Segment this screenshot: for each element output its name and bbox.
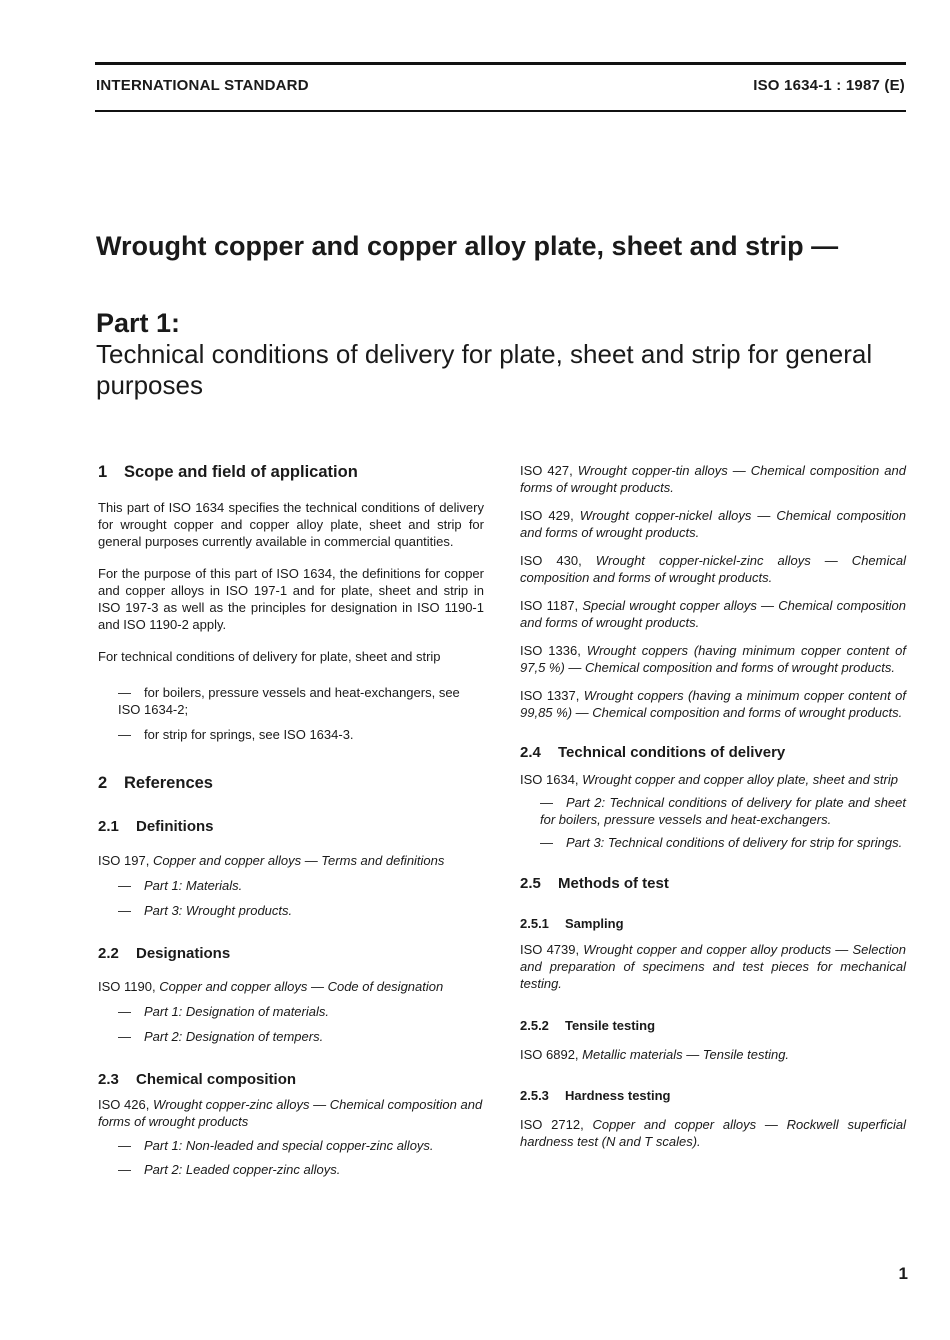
section-number: 2.5.2 [520,1018,549,1033]
section-title: Hardness testing [565,1088,671,1103]
reference-title: Wrought copper-nickel-zinc alloys — Chemical composition and forms of wrought products. [520,553,906,585]
list-item [98,877,484,894]
subsubsection-heading [520,915,906,932]
subsection-heading [98,817,484,836]
list-item-text: for strip for springs, see ISO 1634-3. [144,727,354,742]
section-title: Designations [136,945,231,962]
reference-code: ISO 426, [98,1097,150,1112]
reference-code: ISO 4739, [520,942,580,957]
dash: — [118,1004,131,1019]
section-title: Methods of test [558,875,669,892]
list-item-text: Part 1: Designation of materials. [144,1004,329,1019]
reference-code: ISO 2712, [520,1117,584,1132]
section-number: 2.5 [520,875,541,892]
reference-title: Copper and copper alloys — Terms and definitions [152,853,445,868]
section-title: Definitions [136,818,214,835]
reference-code: ISO 1337, [520,688,580,703]
dash: — [540,795,553,810]
reference [98,978,484,995]
paragraph: For the purpose of this part of ISO 1634, the definitions for copper and copper alloys in ISO 197-1 and for plate, sheet and strip in ISO 197-3 as well as the principles for designation in ISO 1190-1 and ISO 1190-2 apply. [98,566,484,632]
reference-title: Wrought copper-nickel alloys — Chemical composition and forms of wrought products. [520,508,906,540]
reference-code: ISO 1187, [520,598,579,613]
reference [520,1116,906,1150]
reference-code: ISO 430, [520,553,582,568]
right-column [520,462,906,1150]
reference-code: ISO 6892, [520,1047,579,1062]
list-item-text: for boilers, pressure vessels and heat-exchangers, see ISO 1634-2; [118,685,460,717]
document-title: Wrought copper and copper alloy plate, sheet and strip — [96,231,839,261]
list-item-text: Part 2: Technical conditions of delivery for plate and sheet for boilers, pressure vessels and heat-exchangers. [540,795,906,827]
dash: — [118,1029,131,1044]
subsection-heading [98,944,484,963]
part-label: Part 1: [96,308,181,338]
reference-title: Wrought copper and copper alloy products — Selection and preparation of specimens and test pieces for mechanical testing. [520,942,906,991]
list-item-text: Part 3: Wrought products. [144,903,293,918]
dash: — [118,1162,131,1177]
document-type-label: INTERNATIONAL STANDARD [96,77,309,94]
list-item [98,1003,484,1020]
reference [520,642,906,676]
reference [520,552,906,586]
list-item [98,726,484,743]
reference-title: Wrought copper-tin alloys — Chemical composition and forms of wrought products. [520,463,906,495]
reference-title: Copper and copper alloys — Rockwell superficial hardness test (N and T scales). [520,1117,906,1149]
list-item [98,1137,484,1154]
subsection-heading [520,874,906,893]
reference-code: ISO 427, [520,463,573,478]
subsubsection-heading [520,1087,906,1104]
part-subtitle: Technical conditions of delivery for plate, sheet and strip for general purposes [96,339,873,400]
list-item [520,834,906,851]
dash: — [118,727,131,742]
page-number: 1 [898,1264,908,1283]
reference-title: Wrought copper-zinc alloys — Chemical composition and forms of wrought products [98,1097,483,1129]
section-heading [98,462,484,482]
reference-code: ISO 197, [98,853,150,868]
reference [520,941,906,992]
section-number: 2 [98,774,108,792]
section-number: 2.5.1 [520,916,549,931]
list-item-text: Part 1: Materials. [144,878,243,893]
reference [98,852,484,869]
section-title: References [124,774,213,792]
reference [520,597,906,631]
reference-title: Wrought copper and copper alloy plate, sheet and strip [582,772,898,787]
section-number: 2.3 [98,1071,119,1088]
reference-title: Wrought coppers (having a minimum copper content of 99,85 %) — Chemical composition and forms of wrought products. [520,688,906,720]
section-title: Technical conditions of delivery [558,744,786,761]
section-title: Sampling [565,916,624,931]
subsection-heading [520,743,906,762]
dash: — [118,878,131,893]
reference [520,462,906,496]
reference [520,687,906,721]
reference-title: Metallic materials — Tensile testing. [582,1047,790,1062]
reference [520,1046,906,1063]
dash: — [118,685,131,700]
section-number: 2.5.3 [520,1088,549,1103]
section-number: 2.4 [520,744,541,761]
document-reference: ISO 1634-1 : 1987 (E) [753,77,905,94]
section-title: Scope and field of application [124,463,358,481]
list-item [98,902,484,919]
header-bottom-rule [95,110,906,112]
reference [520,771,906,788]
paragraph: For technical conditions of delivery for plate, sheet and strip [98,649,441,664]
list-item [98,684,484,718]
left-column [98,462,484,1178]
list-item [98,1028,484,1045]
reference-code: ISO 1190, [98,979,156,994]
section-number: 2.1 [98,818,119,835]
subsubsection-heading [520,1017,906,1034]
header-top-rule [95,62,906,65]
reference [98,1096,484,1130]
dash: — [118,903,131,918]
list-item [520,794,906,828]
reference-title: Wrought coppers (having minimum copper content of 97,5 %) — Chemical composition and forms of wrought products. [520,643,906,675]
reference [520,507,906,541]
dash: — [118,1138,131,1153]
reference-code: ISO 1634, [520,772,579,787]
section-number: 1 [98,463,108,481]
reference-title: Special wrought copper alloys — Chemical composition and forms of wrought products. [520,598,906,630]
paragraph: This part of ISO 1634 specifies the technical conditions of delivery for wrought copper and copper alloy plate, sheet and strip for general purposes currently available in commercial quantities. [98,500,484,549]
reference-code: ISO 1336, [520,643,581,658]
list-item [98,1161,484,1178]
list-item-text: Part 2: Leaded copper-zinc alloys. [144,1162,341,1177]
reference-title: Copper and copper alloys — Code of designation [159,979,444,994]
section-number: 2.2 [98,945,119,962]
section-title: Chemical composition [136,1071,297,1088]
dash: — [540,835,553,850]
section-title: Tensile testing [565,1018,656,1033]
reference-code: ISO 429, [520,508,574,523]
list-item-text: Part 2: Designation of tempers. [144,1029,324,1044]
list-item-text: Part 1: Non-leaded and special copper-zinc alloys. [144,1138,434,1153]
section-heading [98,773,484,793]
subsection-heading [98,1070,484,1089]
list-item-text: Part 3: Technical conditions of delivery for strip for springs. [566,835,903,850]
